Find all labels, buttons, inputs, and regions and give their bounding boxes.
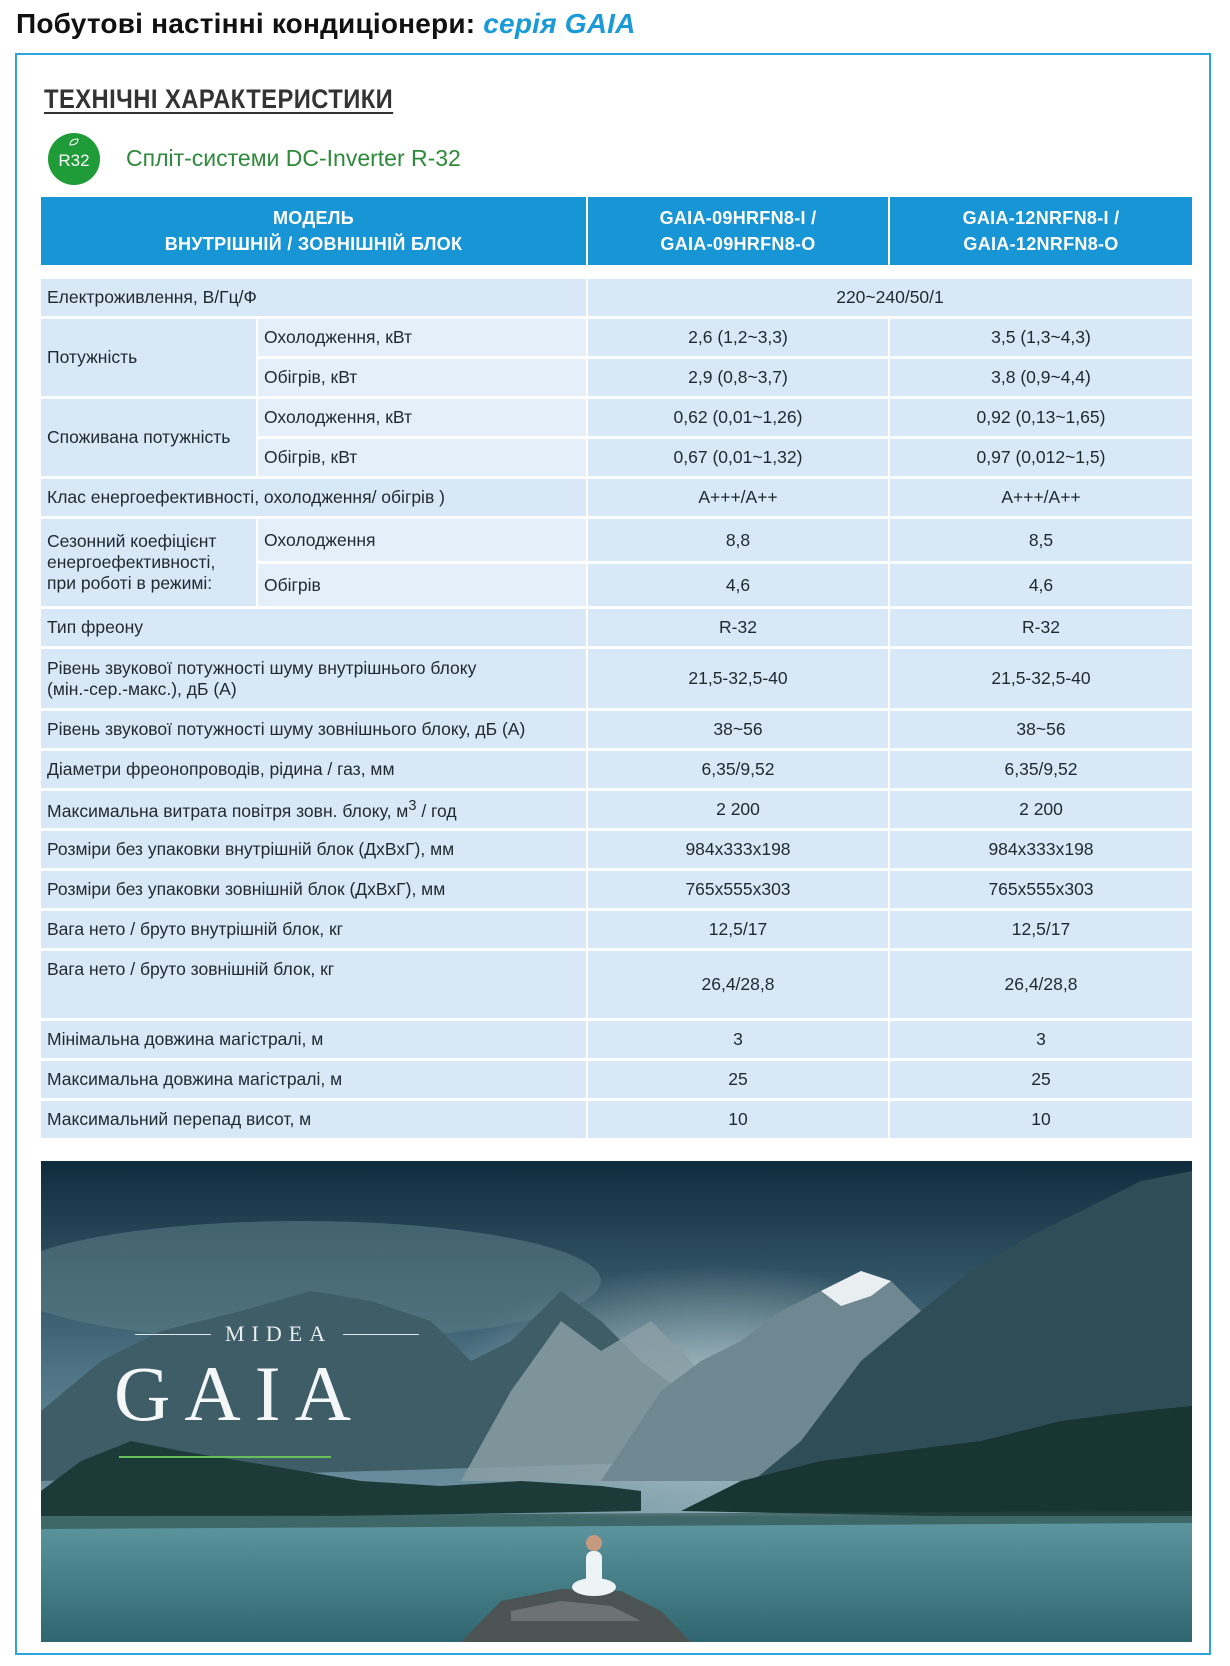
row-label: Вага нето / бруто зовнішній блок, кг — [41, 951, 588, 1018]
table-row — [41, 279, 1192, 316]
row-value: 8,5 — [890, 519, 1192, 561]
brand-midea: MIDEA — [225, 1321, 333, 1346]
table-row — [41, 871, 1192, 908]
row-value: 38~56 — [588, 711, 890, 748]
row-value: 2,6 (1,2~3,3) — [588, 319, 890, 356]
row-sublabel: Обігрів, кВт — [258, 439, 588, 476]
page-title-series: серія GAIA — [483, 8, 636, 39]
row-group-label-line3: при роботі в режимі: — [47, 573, 213, 593]
row-value: 0,67 (0,01~1,32) — [588, 439, 890, 476]
row-label: Максимальна довжина магістралі, м — [41, 1061, 588, 1098]
row-value: 6,35/9,52 — [588, 751, 890, 788]
row-value: 10 — [890, 1101, 1192, 1138]
row-value: 26,4/28,8 — [588, 951, 890, 1018]
table-row — [41, 751, 1192, 788]
row-value: 765x555x303 — [588, 871, 890, 908]
row-label: Клас енергоефективності, охолодження/ обігрів ) — [41, 479, 588, 516]
r32-badge-label: R32 — [58, 151, 90, 170]
table-row — [41, 609, 1192, 646]
row-value: A+++/A++ — [890, 479, 1192, 516]
spec-table-header — [41, 197, 1192, 265]
page-title — [16, 8, 636, 40]
row-value: 21,5-32,5-40 — [588, 649, 890, 708]
row-group-label: Потужність — [41, 319, 258, 396]
row-sublabel: Охолодження — [258, 519, 588, 561]
table-row — [41, 319, 1192, 356]
header-model-12 — [890, 197, 1192, 265]
row-group-label — [41, 519, 258, 606]
header-model-09-line1: GAIA-09HRFN8-I / — [659, 208, 817, 228]
table-row — [41, 1101, 1192, 1138]
table-row — [41, 831, 1192, 868]
header-model-12-line1: GAIA-12NRFN8-I / — [962, 208, 1120, 228]
row-group-label-line1: Сезонний коефіцієнт — [47, 531, 217, 551]
row-value: 765x555x303 — [890, 871, 1192, 908]
row-value: 984x333x198 — [588, 831, 890, 868]
row-value: 10 — [588, 1101, 890, 1138]
row-label: Розміри без упаковки зовнішній блок (ДхВхГ), мм — [41, 871, 588, 908]
table-row — [41, 1061, 1192, 1098]
row-label: Мінімальна довжина магістралі, м — [41, 1021, 588, 1058]
row-label-tail: / год — [416, 800, 457, 821]
row-value: 3,5 (1,3~4,3) — [890, 319, 1192, 356]
table-row — [41, 951, 1192, 1018]
row-sublabel: Обігрів, кВт — [258, 359, 588, 396]
row-value: 220~240/50/1 — [588, 279, 1192, 316]
row-label: Тип фреону — [41, 609, 588, 646]
row-value: 25 — [890, 1061, 1192, 1098]
row-label-sup: 3 — [408, 797, 417, 814]
row-label: Рівень звукової потужності шуму зовнішнього блоку, дБ (А) — [41, 711, 588, 748]
row-label-text: Максимальна витрата повітря зовн. блоку, м — [47, 800, 409, 821]
row-value: R-32 — [890, 609, 1192, 646]
header-model-12-line2: GAIA-12NRFN8-O — [963, 234, 1119, 254]
row-value: 6,35/9,52 — [890, 751, 1192, 788]
row-value: 21,5-32,5-40 — [890, 649, 1192, 708]
row-value: 38~56 — [890, 711, 1192, 748]
row-value: 12,5/17 — [588, 911, 890, 948]
row-label: Максимальний перепад висот, м — [41, 1101, 588, 1138]
hero-image — [41, 1161, 1192, 1642]
brand-underline — [119, 1456, 331, 1458]
header-model — [41, 197, 588, 265]
page-title-main: Побутові настінні кондиціонери: — [16, 8, 476, 39]
row-value: 26,4/28,8 — [890, 951, 1192, 1018]
leaf-icon — [69, 138, 79, 146]
row-label-line1: Рівень звукової потужності шуму внутрішнього блоку — [47, 657, 477, 678]
row-group-label-line2: енергоефективності, — [47, 552, 216, 572]
section-subtitle: Спліт-системи DC-Inverter R-32 — [126, 145, 461, 171]
table-row — [41, 519, 1192, 561]
table-row — [41, 649, 1192, 708]
r32-badge — [48, 133, 100, 185]
row-value: 0,92 (0,13~1,65) — [890, 399, 1192, 436]
row-sublabel: Охолодження, кВт — [258, 319, 588, 356]
row-label: Розміри без упаковки внутрішній блок (ДхВхГ), мм — [41, 831, 588, 868]
brand-gaia: GAIA — [114, 1350, 365, 1437]
table-row — [41, 399, 1192, 436]
row-value: 3 — [890, 1021, 1192, 1058]
row-value: 4,6 — [588, 564, 890, 606]
row-label: Вага нето / бруто внутрішній блок, кг — [41, 911, 588, 948]
row-value: 2,9 (0,8~3,7) — [588, 359, 890, 396]
spec-table — [41, 194, 1192, 1141]
header-model-line2: ВНУТРІШНІЙ / ЗОВНІШНІЙ БЛОК — [164, 234, 463, 254]
row-value: 8,8 — [588, 519, 890, 561]
header-model-09 — [588, 197, 890, 265]
header-model-09-line2: GAIA-09HRFN8-O — [660, 234, 816, 254]
row-sublabel: Охолодження, кВт — [258, 399, 588, 436]
row-value: 4,6 — [890, 564, 1192, 606]
row-value: 0,97 (0,012~1,5) — [890, 439, 1192, 476]
row-value: A+++/A++ — [588, 479, 890, 516]
row-label: Діаметри фреонопроводів, рідина / газ, мм — [41, 751, 588, 788]
table-row — [41, 479, 1192, 516]
table-row — [41, 911, 1192, 948]
row-label — [41, 649, 588, 708]
row-sublabel: Обігрів — [258, 564, 588, 606]
row-value: 0,62 (0,01~1,26) — [588, 399, 890, 436]
row-label: Електроживлення, В/Гц/Ф — [41, 279, 588, 316]
header-model-line1: МОДЕЛЬ — [273, 208, 354, 228]
table-row — [41, 1021, 1192, 1058]
row-value: 25 — [588, 1061, 890, 1098]
brand-divider-right — [343, 1334, 419, 1335]
row-value: 984x333x198 — [890, 831, 1192, 868]
row-label-line2: (мін.-сер.-макс.), дБ (А) — [47, 678, 237, 699]
row-value: 2 200 — [588, 791, 890, 828]
row-value: 3,8 (0,9~4,4) — [890, 359, 1192, 396]
table-row — [41, 711, 1192, 748]
row-value: 12,5/17 — [890, 911, 1192, 948]
row-group-label: Споживана потужність — [41, 399, 258, 476]
row-value: 2 200 — [890, 791, 1192, 828]
row-label — [41, 791, 588, 828]
row-value: R-32 — [588, 609, 890, 646]
brand-divider-left — [135, 1334, 211, 1335]
row-value: 3 — [588, 1021, 890, 1058]
section-title: ТЕХНІЧНІ ХАРАКТЕРИСТИКИ — [44, 84, 394, 114]
table-row — [41, 791, 1192, 828]
